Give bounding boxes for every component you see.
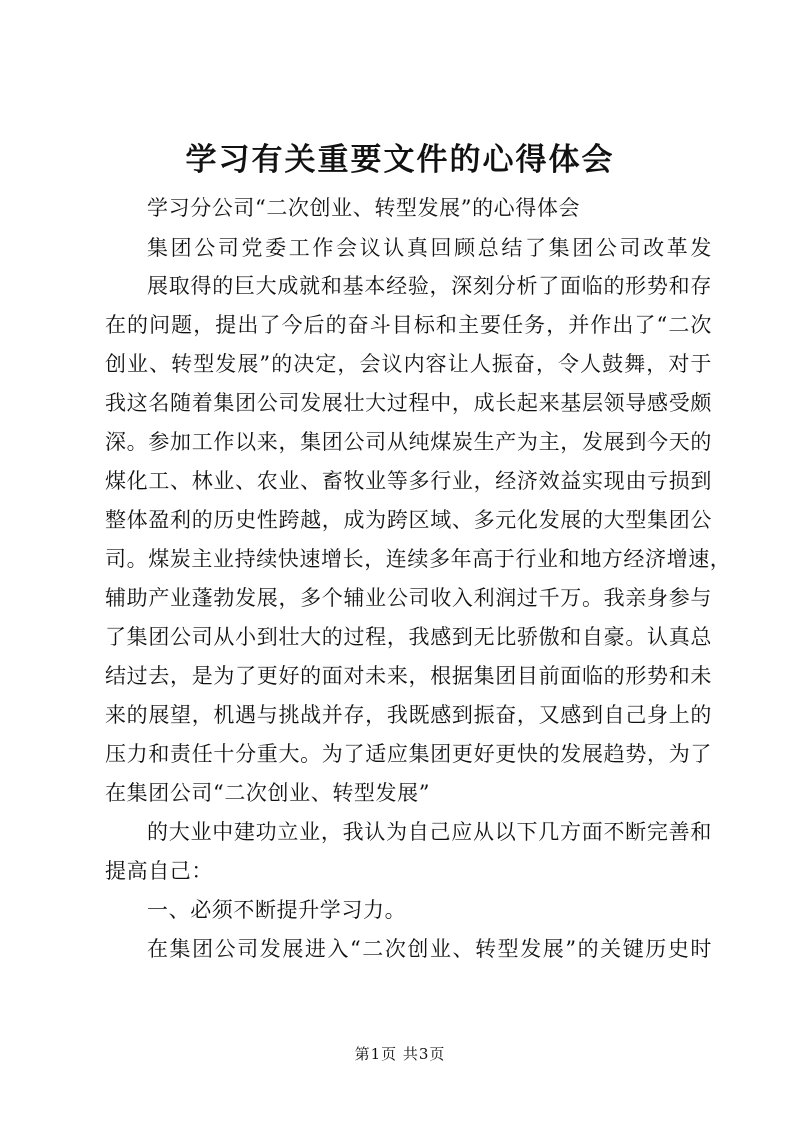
- body-line: 提高自己：: [105, 859, 213, 883]
- body-line: 在集团公司“二次创业、转型发展”: [105, 781, 431, 805]
- body-line: 在集团公司发展进入“二次创业、转型发展”的关键历史时: [147, 937, 712, 961]
- body-line: 的大业中建功立业，我认为自己应从以下几方面不断完善和: [147, 820, 712, 844]
- body-line: 辅助产业蓬勃发展，多个辅业公司收入利润过千万。我亲身参与: [105, 586, 712, 610]
- body-line: 展取得的巨大成就和基本经验，深刻分析了面临的形势和存: [147, 274, 712, 298]
- subtitle-line: 学习分公司“二次创业、转型发展”的心得体会: [147, 196, 581, 220]
- body-line: 压力和责任十分重大。为了适应集团更好更快的发展趋势，为了: [105, 742, 712, 766]
- body-line: 煤化工、林业、农业、畜牧业等多行业，经济效益实现由亏损到: [105, 469, 712, 493]
- body-line: 来的展望，机遇与挑战并存，我既感到振奋，又感到自己身上的: [105, 703, 712, 727]
- body-line: 在的问题，提出了今后的奋斗目标和主要任务，并作出了“二次: [105, 313, 712, 337]
- page-footer: 第1页 共3页: [354, 1045, 446, 1063]
- body-line: 深。参加工作以来，集团公司从纯煤炭生产为主，发展到今天的: [105, 430, 712, 454]
- body-line: 我这名随着集团公司发展壮大过程中，成长起来基层领导感受颇: [105, 391, 712, 415]
- section-heading: 一、必须不断提升学习力。: [147, 898, 407, 922]
- body-line: 司。煤炭主业持续快速增长，连续多年高于行业和地方经济增速，: [105, 547, 732, 571]
- body-line: 集团公司党委工作会议认真回顾总结了集团公司改革发: [147, 236, 712, 260]
- body-line: 创业、转型发展”的决定，会议内容让人振奋，令人鼓舞，对于: [105, 352, 712, 376]
- body-line: 结过去，是为了更好的面对未来，根据集团目前面临的形势和未: [105, 664, 712, 688]
- body-line: 了集团公司从小到壮大的过程，我感到无比骄傲和自豪。认真总: [105, 625, 712, 649]
- document-title: 学习有关重要文件的心得体会: [185, 142, 615, 178]
- body-line: 整体盈利的历史性跨越，成为跨区域、多元化发展的大型集团公: [105, 508, 712, 532]
